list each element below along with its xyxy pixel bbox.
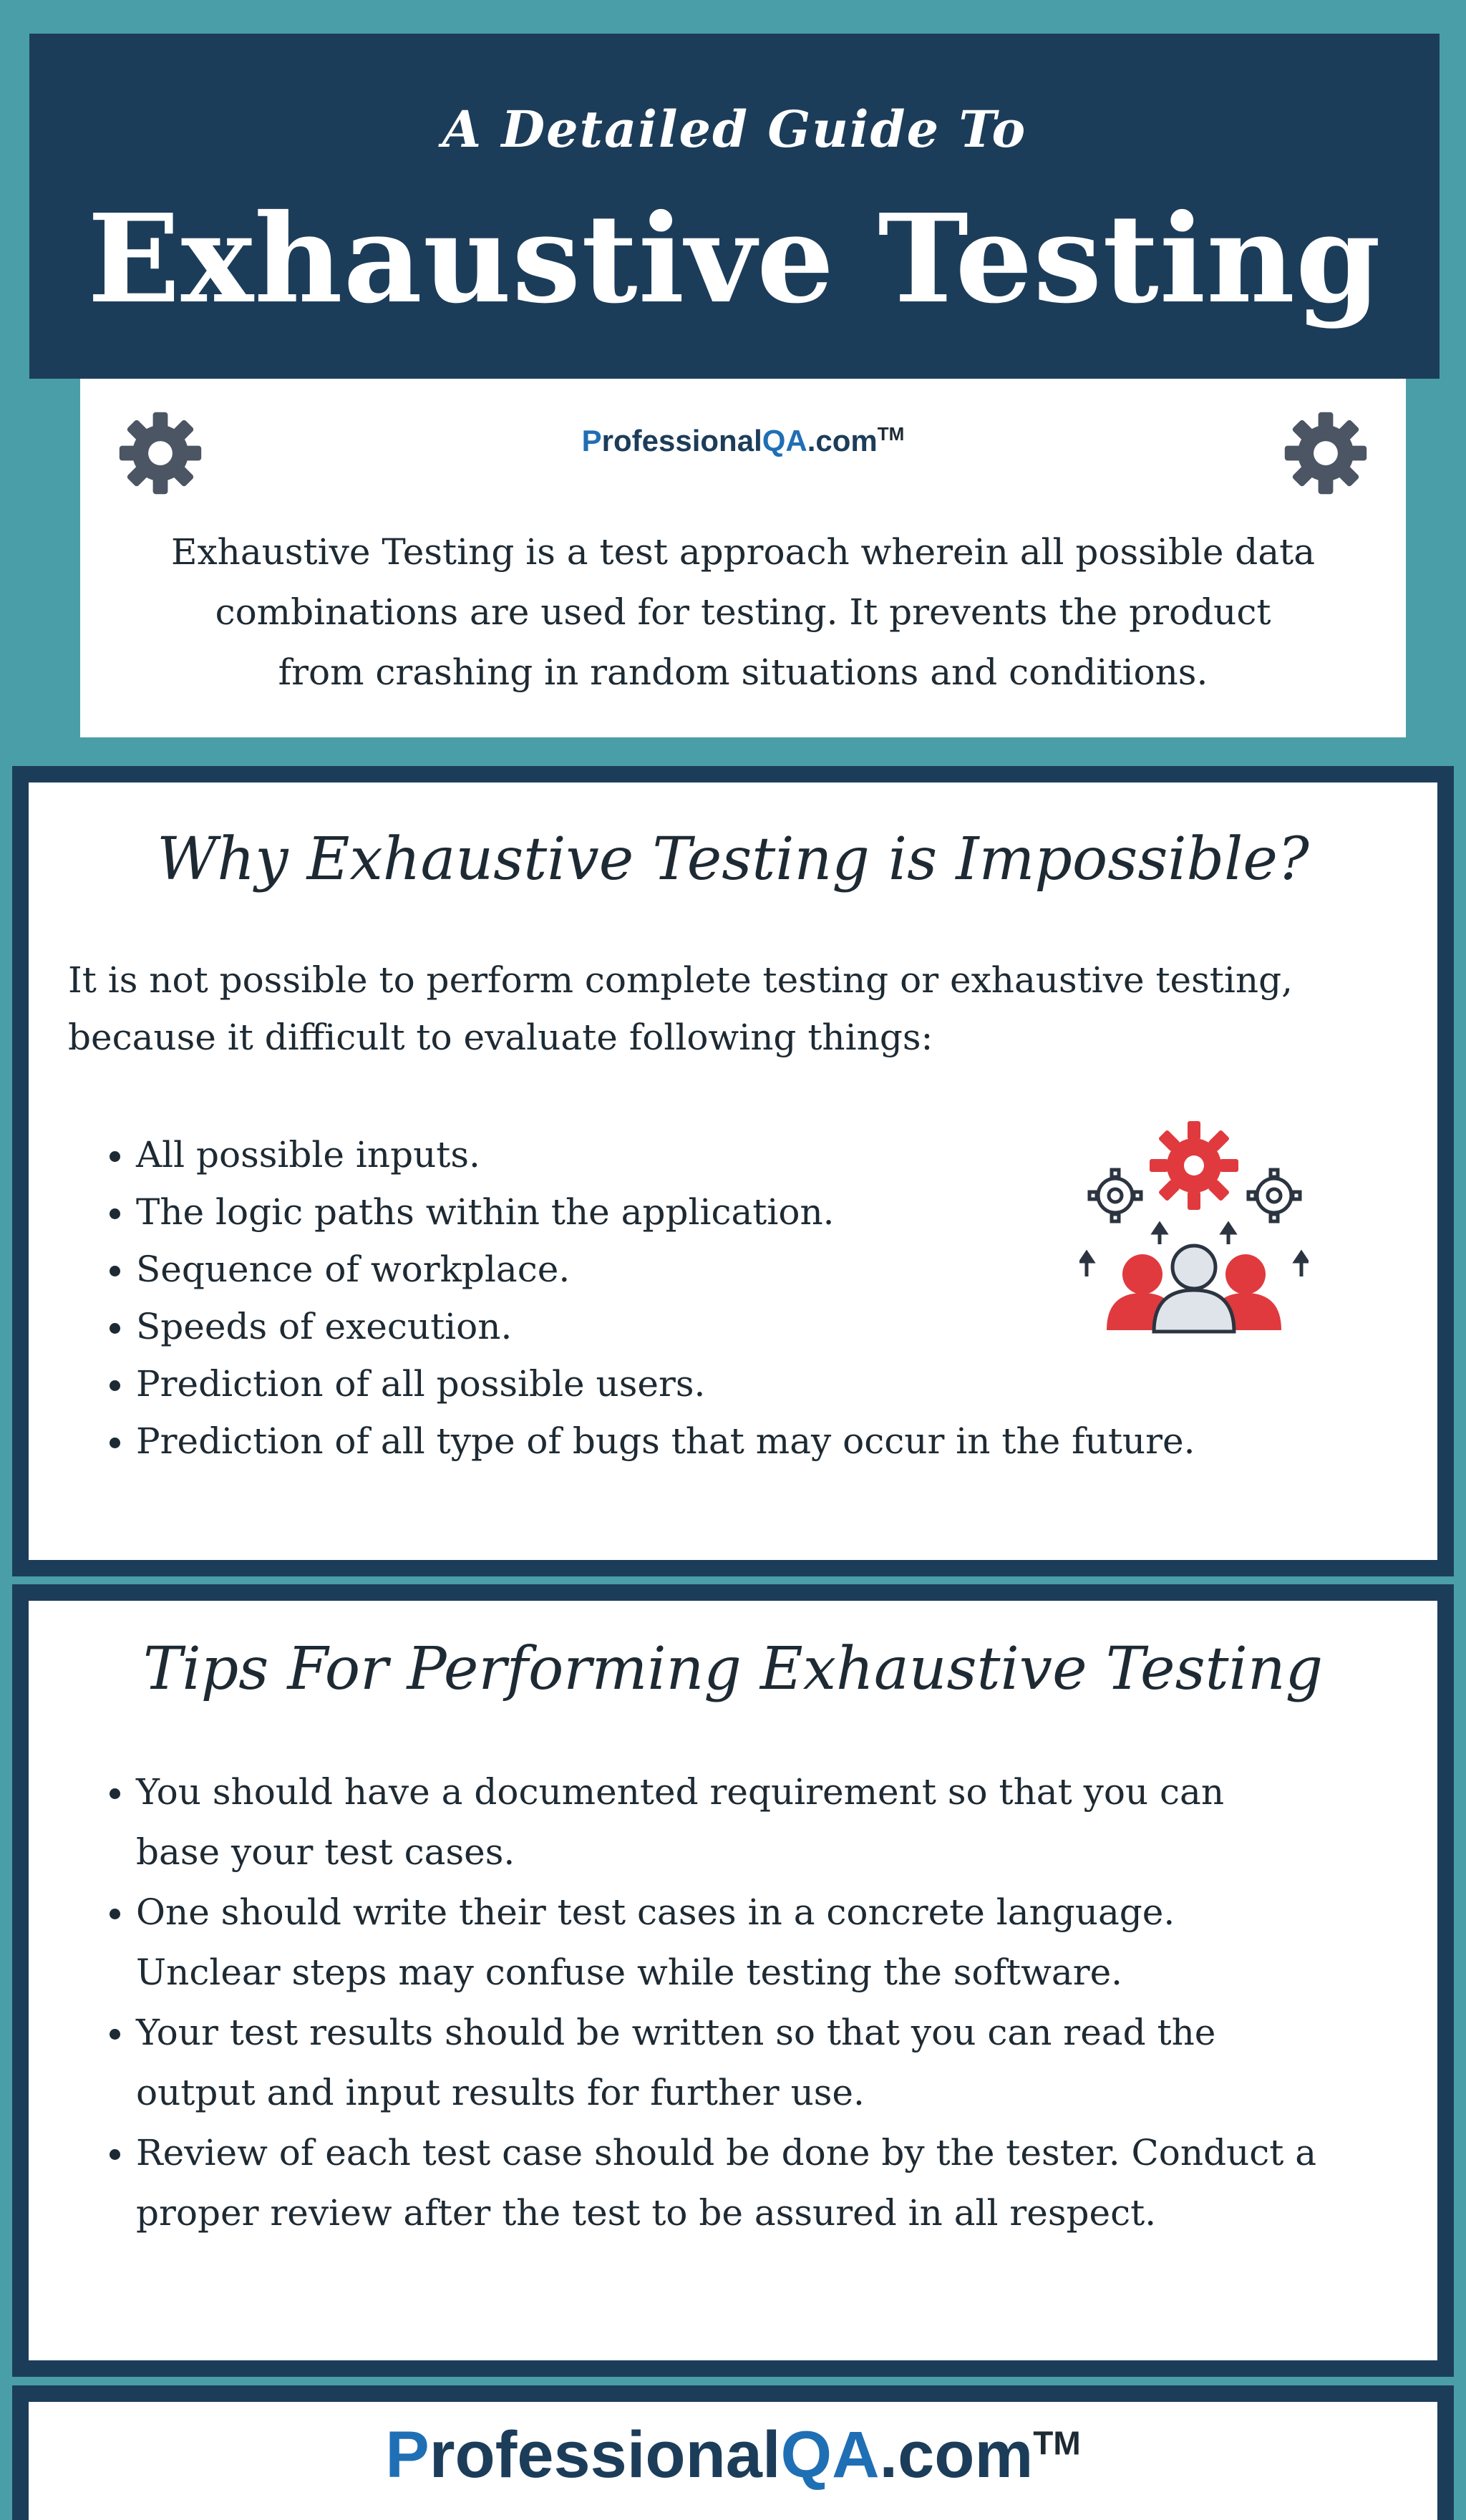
- tip-line: base your test cases.: [136, 1831, 515, 1873]
- list-item: • Sequence of workplace.: [136, 1241, 1195, 1298]
- tip-line: • Your test results should be written so that you can read the: [136, 2012, 1216, 2053]
- tips-title: Tips For Performing Exhaustive Testing: [142, 1635, 1324, 1703]
- list-item: • All possible inputs.: [136, 1126, 1195, 1183]
- list-item: [136, 1882, 1316, 2002]
- brand-logo-p: P: [581, 424, 602, 457]
- brand-logo-qa: QA: [762, 424, 807, 457]
- why-list: [29, 1126, 1195, 1470]
- why-intro-line: because it difficult to evaluate following things:: [68, 1017, 933, 1058]
- tip-line: • You should have a documented requirement so that you can: [136, 1771, 1225, 1813]
- team-gears-icon: [1079, 1115, 1309, 1337]
- brand-logo-p: P: [385, 2418, 429, 2491]
- why-intro-line: It is not possible to perform complete testing or exhaustive testing,: [68, 959, 1293, 1001]
- brand-logo-qa: QA: [780, 2418, 880, 2491]
- header-banner: [29, 34, 1440, 379]
- footer-brand-logo: [29, 2418, 1437, 2491]
- why-title: Why Exhaustive Testing is Impossible?: [157, 825, 1309, 893]
- list-item: [136, 2123, 1316, 2243]
- list-item: • Speeds of execution.: [136, 1298, 1195, 1355]
- intro-line: Exhaustive Testing is a test approach wherein all possible data: [170, 531, 1316, 573]
- footer: [12, 2385, 1454, 2520]
- list-item: • Prediction of all type of bugs that may occur in the future.: [136, 1412, 1195, 1470]
- brand-logo: [80, 423, 1406, 458]
- brand-logo-rest: rofessional: [601, 424, 762, 457]
- brand-logo-com: .com: [807, 424, 878, 457]
- intro-card: [80, 379, 1406, 737]
- tip-line: • Review of each test case should be done by the tester. Conduct a: [136, 2132, 1317, 2174]
- tip-line: • One should write their test cases in a concrete language.: [136, 1891, 1175, 1933]
- page-title: Exhaustive Testing: [87, 188, 1382, 331]
- why-section: [12, 766, 1454, 1576]
- brand-logo-com: .com: [879, 2418, 1034, 2491]
- tip-line: output and input results for further use.: [136, 2072, 865, 2113]
- header-subtitle: A Detailed Guide To: [442, 100, 1027, 159]
- why-card: [29, 782, 1437, 1560]
- intro-line: from crashing in random situations and conditions.: [278, 651, 1208, 693]
- footer-card: [29, 2402, 1437, 2520]
- list-item: [136, 2002, 1316, 2123]
- tip-line: proper review after the test to be assured in all respect.: [136, 2192, 1157, 2234]
- intro-line: combinations are used for testing. It prevents the product: [215, 591, 1271, 633]
- tip-line: Unclear steps may confuse while testing the software.: [136, 1952, 1123, 1993]
- intro-text: [80, 522, 1406, 702]
- brand-logo-rest: rofessional: [429, 2418, 781, 2491]
- list-item: • Prediction of all possible users.: [136, 1355, 1195, 1412]
- tips-section: [12, 1584, 1454, 2377]
- list-item: • The logic paths within the application.: [136, 1183, 1195, 1241]
- brand-logo-tm: TM: [1033, 2424, 1081, 2462]
- why-intro-paragraph: [68, 951, 1293, 1066]
- tips-list: [29, 1762, 1316, 2243]
- brand-logo-tm: TM: [877, 423, 905, 445]
- tips-card: [29, 1601, 1437, 2360]
- list-item: [136, 1762, 1316, 1882]
